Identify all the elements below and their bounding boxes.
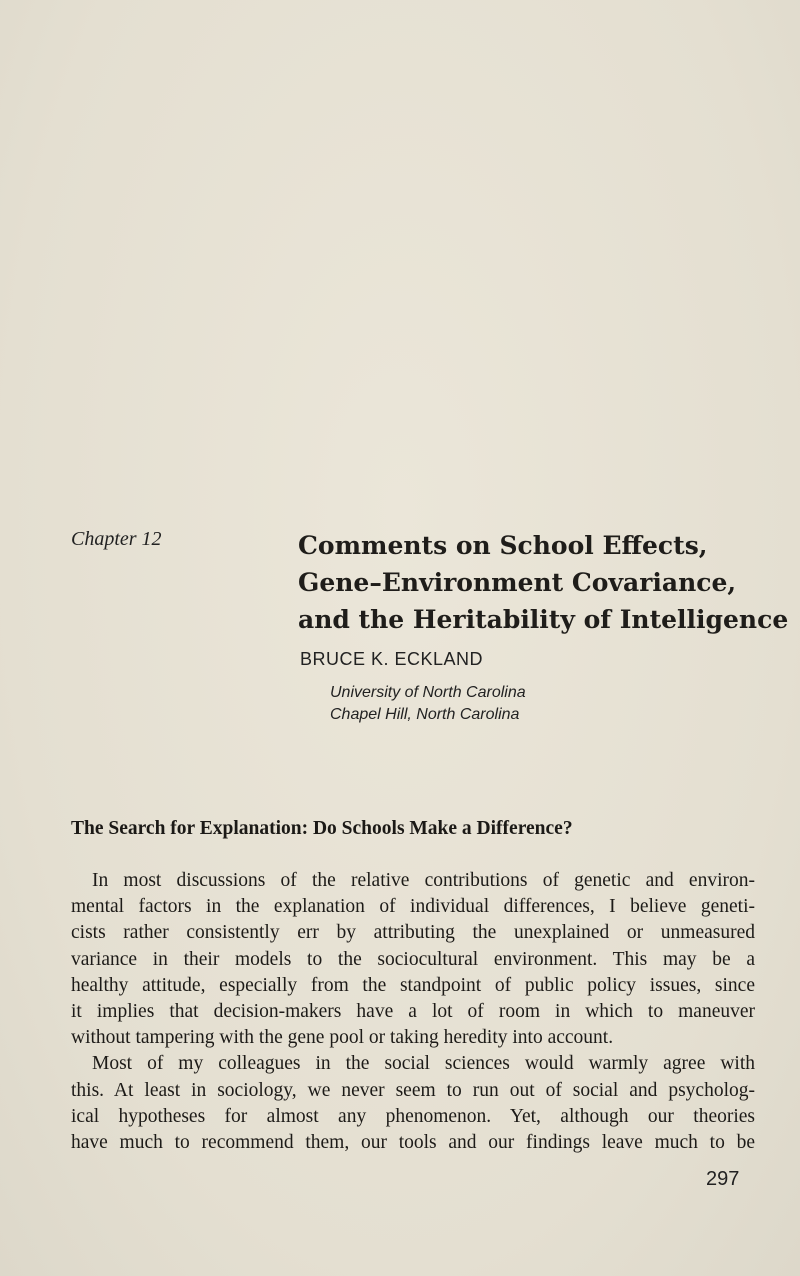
text-line: ical hypotheses for almost any phenomenon. Yet, although our theories xyxy=(71,1105,755,1127)
text-line: without tampering with the gene pool or taking heredity into account. xyxy=(71,1027,614,1049)
page-number: 297 xyxy=(706,1168,740,1190)
body-text xyxy=(71,868,755,1156)
section-heading: The Search for Explanation: Do Schools Make a Difference? xyxy=(71,818,573,839)
text-line: mental factors in the explanation of individual differences, I believe geneti- xyxy=(71,896,755,918)
paragraph xyxy=(71,868,755,1051)
text-line: have much to recommend them, our tools and our findings leave much to be xyxy=(71,1132,755,1154)
chapter-title-line: and the Heritability of Intelligence xyxy=(298,605,789,634)
text-line: cists rather consistently err by attributing the unexplained or unmeasured xyxy=(71,922,755,944)
text-line: it implies that decision-makers have a lot of room in which to maneuver xyxy=(71,1001,755,1023)
author-name: BRUCE K. ECKLAND xyxy=(300,649,484,669)
text-line: this. At least in sociology, we never seem to run out of social and psycholog- xyxy=(71,1079,755,1101)
chapter-title xyxy=(298,527,789,638)
text-line: variance in their models to the sociocultural environment. This may be a xyxy=(71,948,755,970)
chapter-title-line: Gene–Environment Covariance, xyxy=(298,568,737,597)
affiliation-line: Chapel Hill, North Carolina xyxy=(330,706,520,723)
chapter-title-line: Comments on School Effects, xyxy=(298,531,708,560)
text-line: Most of my colleagues in the social sciences would warmly agree with xyxy=(92,1053,755,1075)
affiliation-line: University of North Carolina xyxy=(330,684,526,701)
paragraph xyxy=(71,1051,755,1156)
author-affiliation xyxy=(330,682,526,726)
chapter-label: Chapter 12 xyxy=(71,528,162,550)
text-line: In most discussions of the relative contributions of genetic and environ- xyxy=(92,870,755,891)
text-line: healthy attitude, especially from the standpoint of public policy issues, since xyxy=(71,974,755,996)
